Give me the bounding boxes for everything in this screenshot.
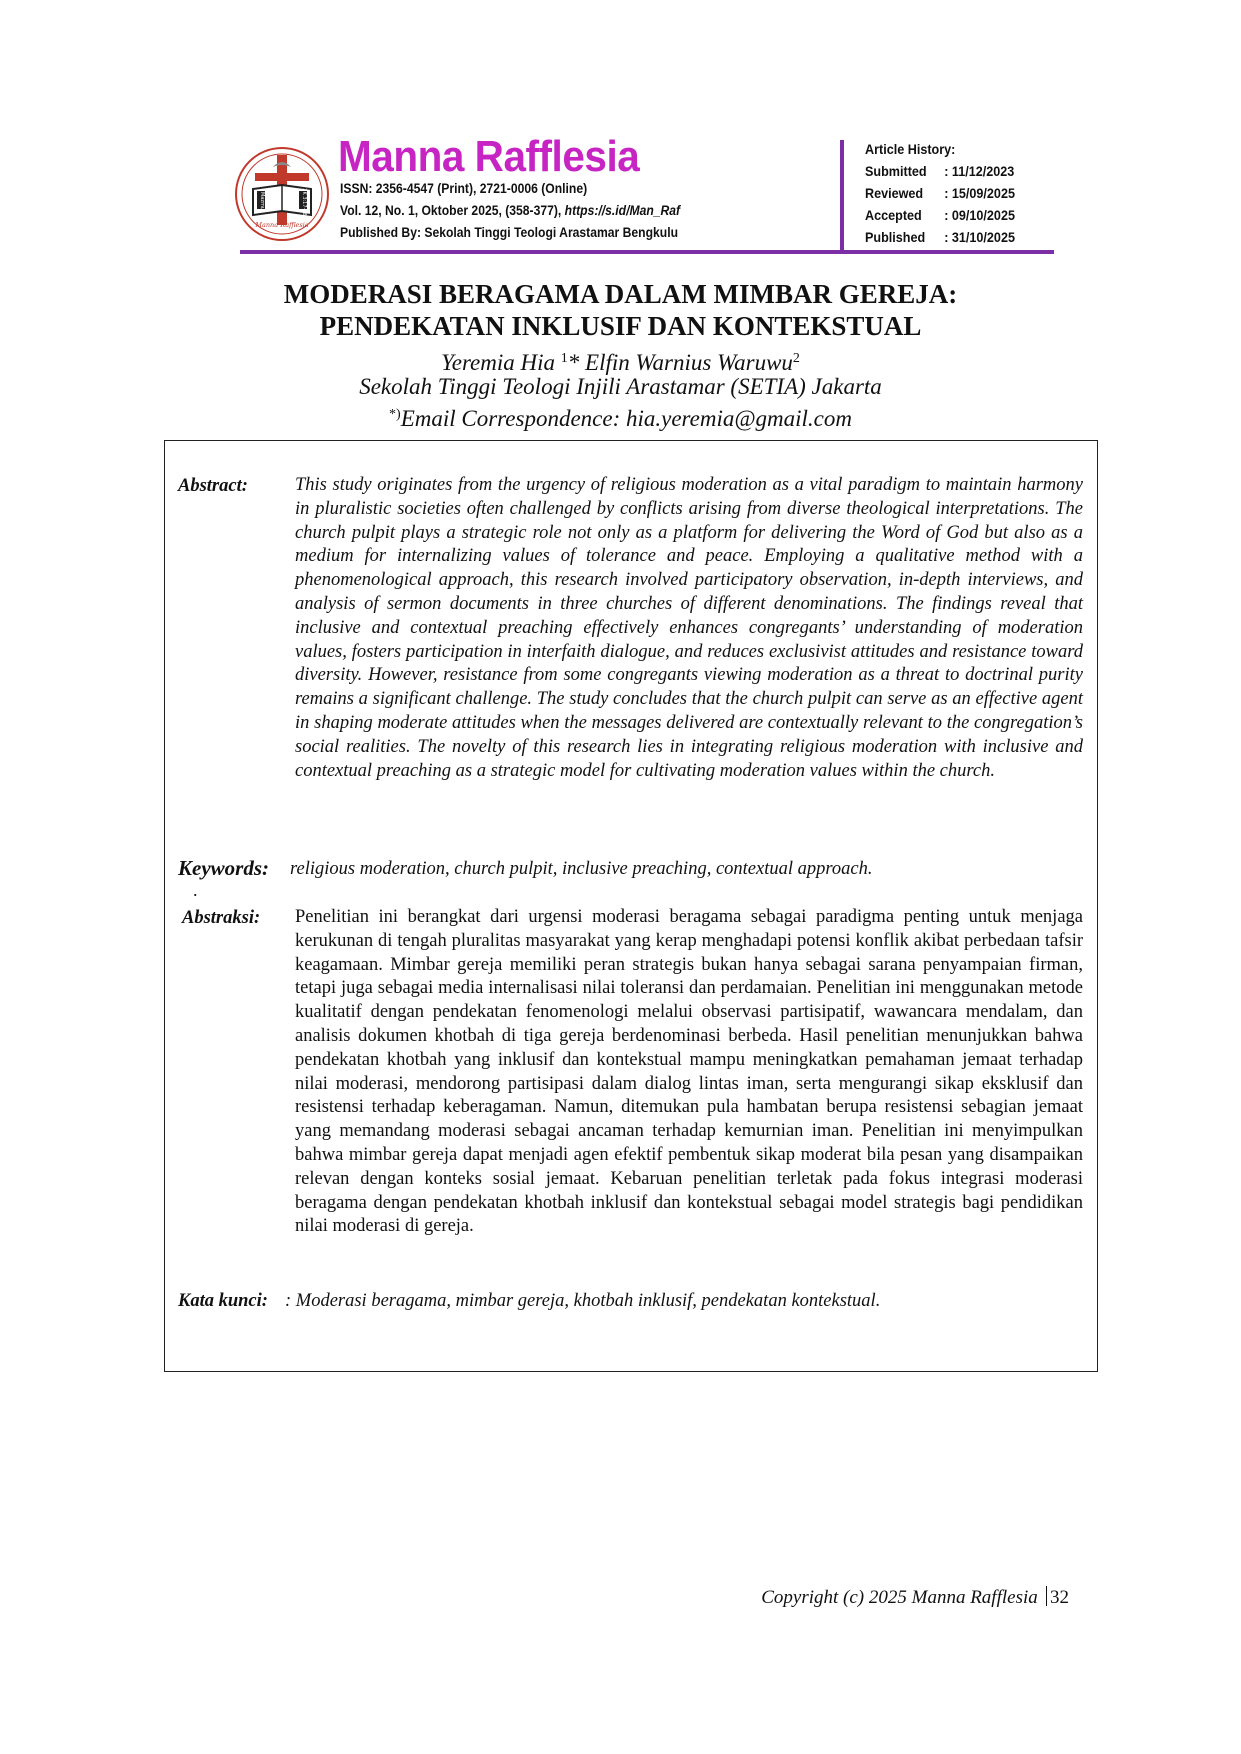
history-row-published	[865, 226, 1015, 248]
abstract-text: This study originates from the urgency of religious moderation as a vital paradigm to maintain harmony in pluralistic societies often challenged by conflicts arising from diverse theological interpretations. The church pulpit plays a strategic role not only as a platform for delivering the Word of God but also as a medium for internalizing values of tolerance and peace. Employing a qualitative method with a phenomenological approach, this research involved participatory observation, in-depth interviews, and analysis of sermon documents in three churches of different denominations. The findings reveal that inclusive and contextual preaching effectively enhances congregants’ understanding of moderation values, fosters participation in interfaith dialogue, and reduces exclusivist attitudes and resistance toward diversity. However, resistance from some congregants viewing moderation as a threat to doctrinal purity remains a significant challenge. The study concludes that the church pulpit can serve as an effective agent in shaping moderate attitudes when the messages delivered are contextually relevant to the congregation’s social realities. The novelty of this research lies in integrating religious moderation with inclusive and contextual preaching as a strategic model for cultivating moderation values within the church.	[295, 475, 1083, 781]
author-2: * Elfin Warnius Waruwu	[567, 350, 793, 375]
publisher-line: Published By: Sekolah Tinggi Teologi Arastamar Bengkulu	[340, 225, 679, 240]
history-row-reviewed	[865, 182, 1015, 204]
abstraksi-label: Abstraksi:	[182, 908, 261, 928]
history-label: Published	[865, 229, 926, 245]
affiliation: Sekolah Tinggi Teologi Injili Arastamar (SETIA) Jakarta	[359, 374, 882, 399]
correspondence-mark: *)	[389, 407, 401, 422]
history-row-submitted	[865, 160, 1015, 182]
volume-line	[340, 202, 680, 220]
history-value: : 09/10/2025	[944, 207, 1015, 223]
author-1-sup: 1	[560, 351, 568, 366]
copyright-text: Copyright (c) 2025 Manna Rafflesia	[761, 1587, 1043, 1608]
journal-title: Manna Rafflesia	[338, 132, 640, 181]
keywords-text: religious moderation, church pulpit, inclusive preaching, contextual approach.	[290, 859, 873, 879]
history-label: Submitted	[865, 163, 927, 179]
abstraksi-text: Penelitian ini berangkat dari urgensi moderasi beragama sebagai paradigma penting untuk menjaga kerukunan di tengah pluralitas masyarakat yang kerap menghadapi potensi konflik akibat perbedaan tafsir keagamaan. Mimbar gereja memiliki peran strategis bukan hanya sebagai sarana penyampaian firman, tetapi juga sebagai media internalisasi nilai toleransi dan perdamaian. Penelitian ini menggunakan metode kualitatif dengan pendekatan fenomenologi melalui observasi partisipatif, wawancara mendalam, dan analisis dokumen khotbah di tiga gereja berdenominasi berbeda. Hasil penelitian menunjukkan bahwa pendekatan khotbah yang inklusif dan kontekstual mampu meningkatkan pemahaman jemaat terhadap nilai moderasi, mendorong partisipasi dalam dialog lintas iman, serta mengurangi sikap eksklusif dan resistensi terhadap keberagaman. Namun, ditemukan pula hambatan berupa resistensi sebagian jemaat yang memandang moderasi sebagai ancaman terhadap kemurnian iman. Penelitian ini menyimpulkan bahwa mimbar gereja dapat menjadi agen efektif pembentuk sikap moderat bila pesan yang disampaikan relevan dengan konteks sosial jemaat. Kebaruan penelitian terletak pada fokus integrasi moderasi beragama dengan pendekatan khotbah inklusif dan kontekstual sebagai model strategis bagi pendidikan nilai moderasi di gereja.	[295, 907, 1083, 1237]
article-title-line-1: MODERASI BERAGAMA DALAM MIMBAR GEREJA:	[283, 279, 958, 309]
author-1: Yeremia Hia	[441, 350, 561, 375]
page-footer	[761, 1586, 1069, 1610]
header-horizontal-rule	[240, 250, 1054, 254]
header-vertical-rule	[840, 140, 844, 252]
history-row-accepted	[865, 204, 1015, 226]
issn-line: ISSN: 2356-4547 (Print), 2721-0006 (Online)	[340, 181, 588, 196]
correspondence-email[interactable]: Email Correspondence: hia.yeremia@gmail.com	[400, 406, 852, 431]
logo-verse: 2K 3:17-18	[301, 188, 307, 216]
history-label: Reviewed	[865, 185, 924, 201]
footer-separator	[1046, 1586, 1048, 1606]
journal-logo	[233, 145, 331, 243]
journal-url-link[interactable]: https://s.id/Man_Raf	[564, 203, 681, 218]
article-history-title: Article History:	[865, 141, 956, 157]
volume-info: Vol. 12, No. 1, Oktober 2025, (358-377),	[340, 203, 565, 218]
correspondence-line	[0, 401, 1241, 433]
kata-kunci-text: : Moderasi beragama, mimbar gereja, khotbah inklusif, pendekatan kontekstual.	[285, 1291, 881, 1311]
author-2-sup: 2	[792, 351, 800, 366]
article-history	[865, 138, 1015, 248]
keywords-label: Keywords:	[178, 856, 269, 880]
history-label: Accepted	[865, 207, 922, 223]
article-title-line-2: PENDEKATAN INKLUSIF DAN KONTEKSTUAL	[319, 311, 922, 341]
page-number: 32	[1050, 1587, 1069, 1608]
logo-book-label: Mazmur	[259, 191, 265, 213]
separator-dot: .	[193, 880, 198, 900]
logo-text: Manna Rafflesia	[255, 221, 309, 229]
history-value: : 31/10/2025	[944, 229, 1015, 245]
abstract-label: Abstract:	[178, 476, 248, 496]
history-value: : 15/09/2025	[944, 185, 1015, 201]
history-value: : 11/12/2023	[944, 163, 1015, 179]
kata-kunci-label: Kata kunci:	[178, 1291, 268, 1311]
